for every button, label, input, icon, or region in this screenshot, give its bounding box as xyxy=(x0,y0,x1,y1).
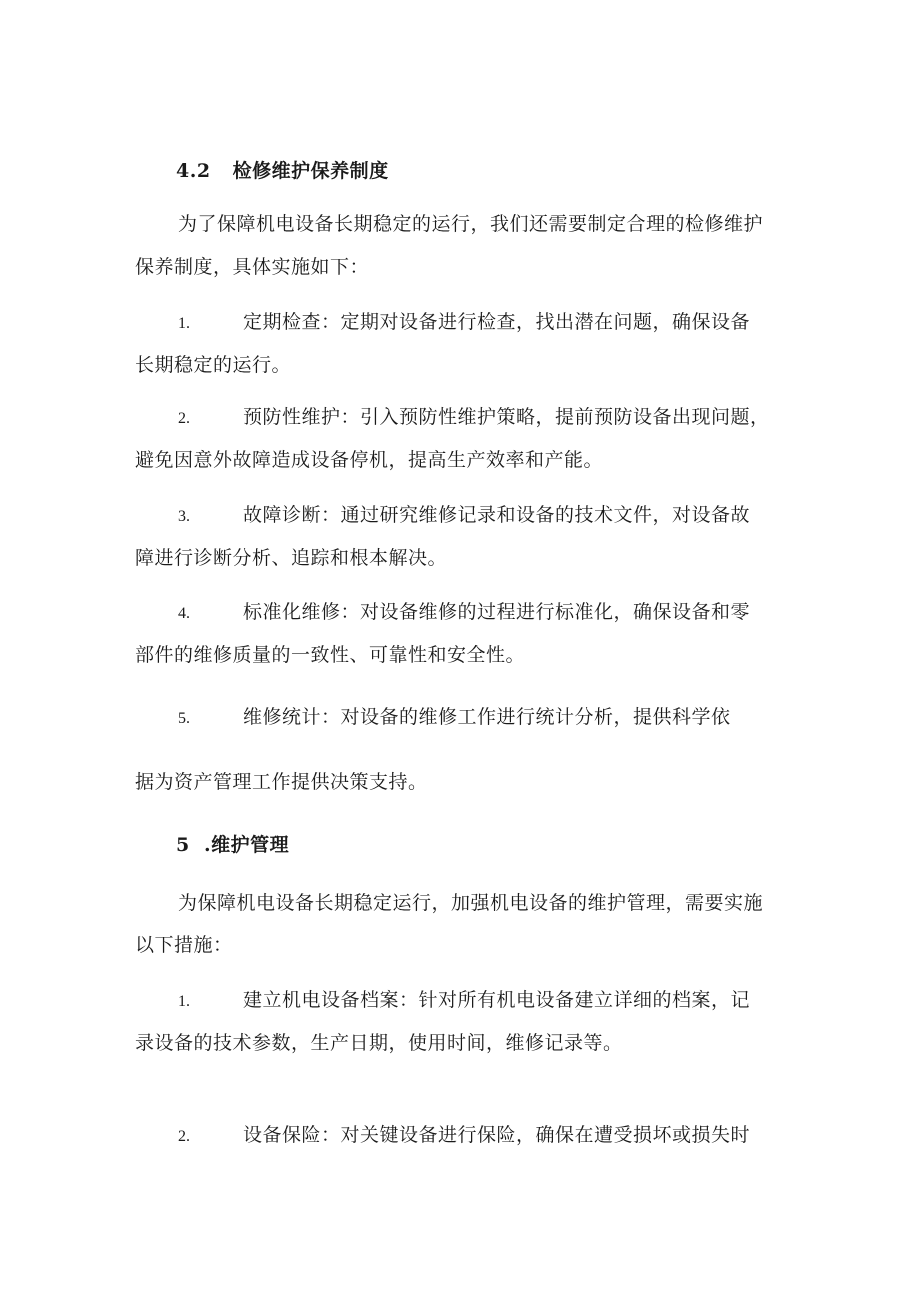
list-item-text: 设备保险：对关键设备进行保险，确保在遭受损坏或损失时 xyxy=(243,1124,751,1146)
list-item-text: 标准化维修：对设备维修的过程进行标准化，确保设备和零 xyxy=(243,601,751,623)
list-item-text: 定期检查：定期对设备进行检查，找出潜在问题，确保设备 xyxy=(243,311,751,333)
section-heading-4-2 xyxy=(176,159,389,183)
list-item-number: 1. xyxy=(178,315,190,332)
intro-line-1: 为保障机电设备长期稳定运行，加强机电设备的维护管理，需要实施 xyxy=(178,892,764,914)
list-item-number: 2. xyxy=(178,1128,190,1145)
list-item-number: 1. xyxy=(178,993,190,1010)
list-item-text: 故障诊断：通过研究维修记录和设备的技术文件，对设备故 xyxy=(243,504,751,526)
list-item-number: 5. xyxy=(178,710,190,727)
list-item-text-cont: 据为资产管理工作提供决策支持。 xyxy=(135,771,428,793)
section-number: 4.2 xyxy=(176,160,211,182)
intro-line-1: 为了保障机电设备长期稳定的运行，我们还需要制定合理的检修维护 xyxy=(178,213,764,235)
list-item-number: 4. xyxy=(178,605,190,622)
list-item-text-cont: 避免因意外故障造成设备停机，提高生产效率和产能。 xyxy=(135,449,604,471)
section-title: 检修维护保养制度 xyxy=(232,160,389,182)
list-item-number: 3. xyxy=(178,508,190,525)
list-item-text-cont: 部件的维修质量的一致性、可靠性和安全性。 xyxy=(135,644,526,666)
intro-line-2: 保养制度，具体实施如下： xyxy=(135,256,370,278)
list-item-text-cont: 长期稳定的运行。 xyxy=(135,354,292,376)
list-item-text-cont: 障进行诊断分析、追踪和根本解决。 xyxy=(135,547,448,569)
list-item-number: 2. xyxy=(178,410,190,427)
list-item-text: 维修统计：对设备的维修工作进行统计分析，提供科学依 xyxy=(243,706,731,728)
list-item-text: 预防性维护：引入预防性维护策略，提前预防设备出现问题， xyxy=(243,406,770,428)
list-item-text: 建立机电设备档案：针对所有机电设备建立详细的档案，记 xyxy=(243,989,751,1011)
intro-line-2: 以下措施： xyxy=(135,934,233,956)
list-item-text-cont: 录设备的技术参数，生产日期，使用时间，维修记录等。 xyxy=(135,1032,623,1054)
section-heading-5: 5 .维护管理 xyxy=(176,834,290,856)
